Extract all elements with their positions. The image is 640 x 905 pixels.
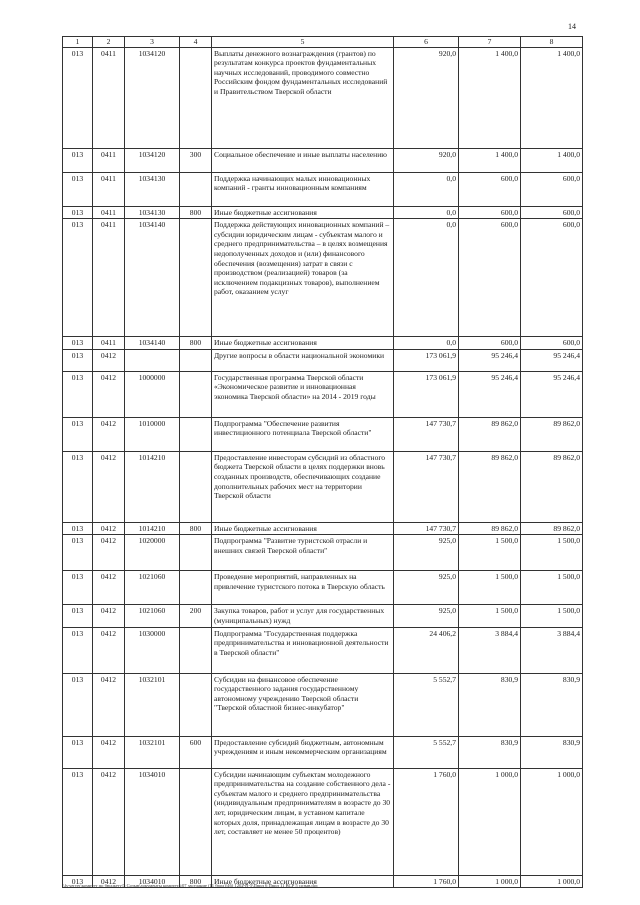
amount-cell: 173 061,9 [394,371,459,417]
amount-cell: 1 500,0 [521,535,583,571]
code-expense-type-cell: 200 [180,605,212,627]
code-section-cell: 0412 [93,673,125,736]
description-cell: Подпрограмма "Государственная поддержка предпринимательства и инновационной деятельности в Тверской области" [212,627,394,673]
amount-cell: 1 400,0 [459,47,521,148]
code-admin-cell: 013 [63,627,93,673]
code-section-cell: 0412 [93,451,125,522]
amount-cell: 0,0 [394,172,459,206]
amount-cell: 147 730,7 [394,451,459,522]
budget-allocation-table [62,36,583,888]
code-expense-type-cell: 300 [180,148,212,172]
table-row [63,337,583,350]
table-row [63,571,583,605]
code-target-cell: 1020000 [125,535,180,571]
code-admin-cell: 013 [63,206,93,219]
code-target-cell: 1034130 [125,172,180,206]
code-target-cell: 1032101 [125,673,180,736]
table-row [63,371,583,417]
amount-cell: 600,0 [521,172,583,206]
table-row [63,219,583,337]
amount-cell: 1 400,0 [521,148,583,172]
code-admin-cell: 013 [63,875,93,888]
description-cell: Иные бюджетные ассигнования [212,522,394,535]
code-target-cell: 1021060 [125,571,180,605]
description-cell: Субсидии на финансовое обеспечение государственного задания государственному автономному учреждению Тверской области "Тверской областной бизнес-инкубатор" [212,673,394,736]
code-section-cell: 0411 [93,47,125,148]
code-section-cell: 0412 [93,522,125,535]
amount-cell: 920,0 [394,148,459,172]
amount-cell: 1 000,0 [459,768,521,875]
table-row [63,349,583,371]
code-admin-cell: 013 [63,736,93,768]
code-expense-type-cell: 800 [180,337,212,350]
amount-cell: 600,0 [521,206,583,219]
amount-cell: 830,9 [459,673,521,736]
amount-cell: 95 246,4 [521,371,583,417]
code-expense-type-cell: 800 [180,875,212,888]
code-admin-cell: 013 [63,522,93,535]
code-admin-cell: 013 [63,219,93,337]
code-expense-type-cell [180,627,212,673]
amount-cell: 3 884,4 [521,627,583,673]
amount-cell: 1 500,0 [459,535,521,571]
code-section-cell: 0411 [93,172,125,206]
code-section-cell: 0412 [93,627,125,673]
code-expense-type-cell [180,417,212,451]
header-row [63,37,583,48]
description-cell: Подпрограмма "Развитие туристской отрасли и внешних связей Тверской области" [212,535,394,571]
header-cell: 3 [125,37,180,48]
amount-cell: 830,9 [521,736,583,768]
table-row [63,736,583,768]
code-target-cell: 1021060 [125,605,180,627]
code-section-cell: 0412 [93,768,125,875]
code-expense-type-cell [180,768,212,875]
code-admin-cell: 013 [63,148,93,172]
amount-cell: 925,0 [394,571,459,605]
description-cell: Предоставление инвесторам субсидий из областного бюджета Тверской области в целях поддержки вновь созданных производств, обеспечивающих создание дополнительных рабочих мест на территории Тверской области [212,451,394,522]
amount-cell: 1 000,0 [521,875,583,888]
code-expense-type-cell [180,172,212,206]
code-target-cell [125,349,180,371]
amount-cell: 600,0 [459,172,521,206]
table-row [63,451,583,522]
table-row [63,605,583,627]
code-admin-cell: 013 [63,337,93,350]
amount-cell: 147 730,7 [394,417,459,451]
header-cell: 6 [394,37,459,48]
header-cell: 5 [212,37,394,48]
description-cell: Выплаты денежного вознаграждения (грантов) по результатам конкурса проектов фундаментальных научных исследований, проводимого совместно Российским фондом фундаментальных исследований и Правительством Тверской области [212,47,394,148]
code-section-cell: 0411 [93,206,125,219]
table-row [63,535,583,571]
amount-cell: 830,9 [459,736,521,768]
page-number: 14 [568,22,576,31]
code-expense-type-cell: 600 [180,736,212,768]
code-expense-type-cell [180,535,212,571]
code-admin-cell: 013 [63,172,93,206]
amount-cell: 89 862,0 [521,451,583,522]
code-expense-type-cell: 800 [180,206,212,219]
amount-cell: 89 862,0 [459,451,521,522]
code-admin-cell: 013 [63,417,93,451]
code-admin-cell: 013 [63,451,93,522]
amount-cell: 925,0 [394,605,459,627]
amount-cell: 1 760,0 [394,768,459,875]
table-row [63,172,583,206]
code-admin-cell: 013 [63,47,93,148]
code-section-cell: 0412 [93,605,125,627]
code-section-cell: 0412 [93,535,125,571]
description-cell: Закупка товаров, работ и услуг для государственных (муниципальных) нужд [212,605,394,627]
code-section-cell: 0412 [93,875,125,888]
amount-cell: 1 500,0 [521,605,583,627]
amount-cell: 600,0 [459,206,521,219]
amount-cell: 5 552,7 [394,673,459,736]
amount-cell: 173 061,9 [394,349,459,371]
table-row [63,522,583,535]
code-target-cell: 1034010 [125,875,180,888]
table-row [63,206,583,219]
header-cell: 2 [93,37,125,48]
code-admin-cell: 013 [63,768,93,875]
amount-cell: 0,0 [394,219,459,337]
amount-cell: 95 246,4 [459,349,521,371]
code-admin-cell: 013 [63,349,93,371]
footer-file-path: \\fs-server\комитет по бюджету\5 Созыв\документы комитета\07 заседание (11 брод)\46) 1202-П-5\Прил 6 Прил 11 ВСР 5 созыв.doc [62,883,319,888]
code-section-cell: 0412 [93,571,125,605]
code-target-cell: 1010000 [125,417,180,451]
amount-cell: 95 246,4 [521,349,583,371]
header-cell: 7 [459,37,521,48]
description-cell: Субсидии начинающим субъектам молодежного предпринимательства на создание собственного дела - субъектам малого и среднего предпринимательства (индивидуальным предпринимателям в возрасте до 30 лет, юридическим лицам, в уставном капитале которых доля, принадлежащая лицам в возрасте до 30 лет, составляет не менее 50 процентов) [212,768,394,875]
amount-cell: 0,0 [394,206,459,219]
table-row [63,417,583,451]
code-target-cell: 1014210 [125,522,180,535]
code-admin-cell: 013 [63,535,93,571]
amount-cell: 1 500,0 [459,605,521,627]
amount-cell: 1 400,0 [459,148,521,172]
description-cell: Поддержка начинающих малых инновационных компаний - гранты инновационным компаниям [212,172,394,206]
description-cell: Иные бюджетные ассигнования [212,337,394,350]
code-section-cell: 0412 [93,371,125,417]
code-section-cell: 0412 [93,736,125,768]
code-admin-cell: 013 [63,371,93,417]
amount-cell: 1 500,0 [459,571,521,605]
header-cell: 8 [521,37,583,48]
code-target-cell: 1034120 [125,148,180,172]
amount-cell: 925,0 [394,535,459,571]
description-cell: Проведение мероприятий, направленных на привлечение туристского потока в Тверскую область [212,571,394,605]
amount-cell: 89 862,0 [459,417,521,451]
amount-cell: 89 862,0 [459,522,521,535]
table-row [63,47,583,148]
amount-cell: 830,9 [521,673,583,736]
code-target-cell: 1034140 [125,337,180,350]
description-cell: Иные бюджетные ассигнования [212,206,394,219]
code-target-cell: 1030000 [125,627,180,673]
amount-cell: 24 406,2 [394,627,459,673]
amount-cell: 1 400,0 [521,47,583,148]
code-target-cell: 1032101 [125,736,180,768]
header-cell: 4 [180,37,212,48]
amount-cell: 920,0 [394,47,459,148]
table-body [63,47,583,888]
code-admin-cell: 013 [63,673,93,736]
amount-cell: 3 884,4 [459,627,521,673]
description-cell: Иные бюджетные ассигнования [212,875,394,888]
amount-cell: 1 500,0 [521,571,583,605]
description-cell: Другие вопросы в области национальной экономики [212,349,394,371]
code-target-cell: 1034130 [125,206,180,219]
code-section-cell: 0411 [93,337,125,350]
amount-cell: 147 730,7 [394,522,459,535]
code-target-cell: 1034140 [125,219,180,337]
code-section-cell: 0411 [93,219,125,337]
table-row [63,148,583,172]
code-section-cell: 0412 [93,417,125,451]
amount-cell: 600,0 [459,337,521,350]
amount-cell: 95 246,4 [459,371,521,417]
code-expense-type-cell [180,371,212,417]
table-row [63,673,583,736]
description-cell: Подпрограмма "Обеспечение развития инвестиционного потенциала Тверской области" [212,417,394,451]
code-admin-cell: 013 [63,605,93,627]
amount-cell: 600,0 [521,337,583,350]
code-target-cell: 1000000 [125,371,180,417]
amount-cell: 600,0 [521,219,583,337]
code-expense-type-cell [180,349,212,371]
amount-cell: 0,0 [394,337,459,350]
header-cell: 1 [63,37,93,48]
amount-cell: 89 862,0 [521,417,583,451]
code-expense-type-cell [180,219,212,337]
code-target-cell: 1014210 [125,451,180,522]
code-target-cell: 1034010 [125,768,180,875]
description-cell: Предоставление субсидий бюджетным, автономным учреждениям и иным некоммерческим организациям [212,736,394,768]
description-cell: Государственная программа Тверской области «Экономическое развитие и инновационная экономика Тверской области» на 2014 - 2019 годы [212,371,394,417]
table-row [63,627,583,673]
amount-cell: 600,0 [459,219,521,337]
code-expense-type-cell: 800 [180,522,212,535]
code-target-cell: 1034120 [125,47,180,148]
table-row [63,768,583,875]
amount-cell: 1 000,0 [521,768,583,875]
code-expense-type-cell [180,673,212,736]
description-cell: Социальное обеспечение и иные выплаты населению [212,148,394,172]
code-expense-type-cell [180,571,212,605]
code-expense-type-cell [180,451,212,522]
amount-cell: 1 760,0 [394,875,459,888]
code-section-cell: 0412 [93,349,125,371]
amount-cell: 89 862,0 [521,522,583,535]
amount-cell: 1 000,0 [459,875,521,888]
amount-cell: 5 552,7 [394,736,459,768]
code-expense-type-cell [180,47,212,148]
code-admin-cell: 013 [63,571,93,605]
code-section-cell: 0411 [93,148,125,172]
description-cell: Поддержка действующих инновационных компаний – субсидии юридическим лицам - субъектам малого и среднего предпринимательства – в целях возмещения недополученных доходов и (или) финансового обеспечения (возмещения) затрат в связи с производством (реализацией) товаров (за исключением подакцизных товаров), выполнением работ, оказанием услуг [212,219,394,337]
